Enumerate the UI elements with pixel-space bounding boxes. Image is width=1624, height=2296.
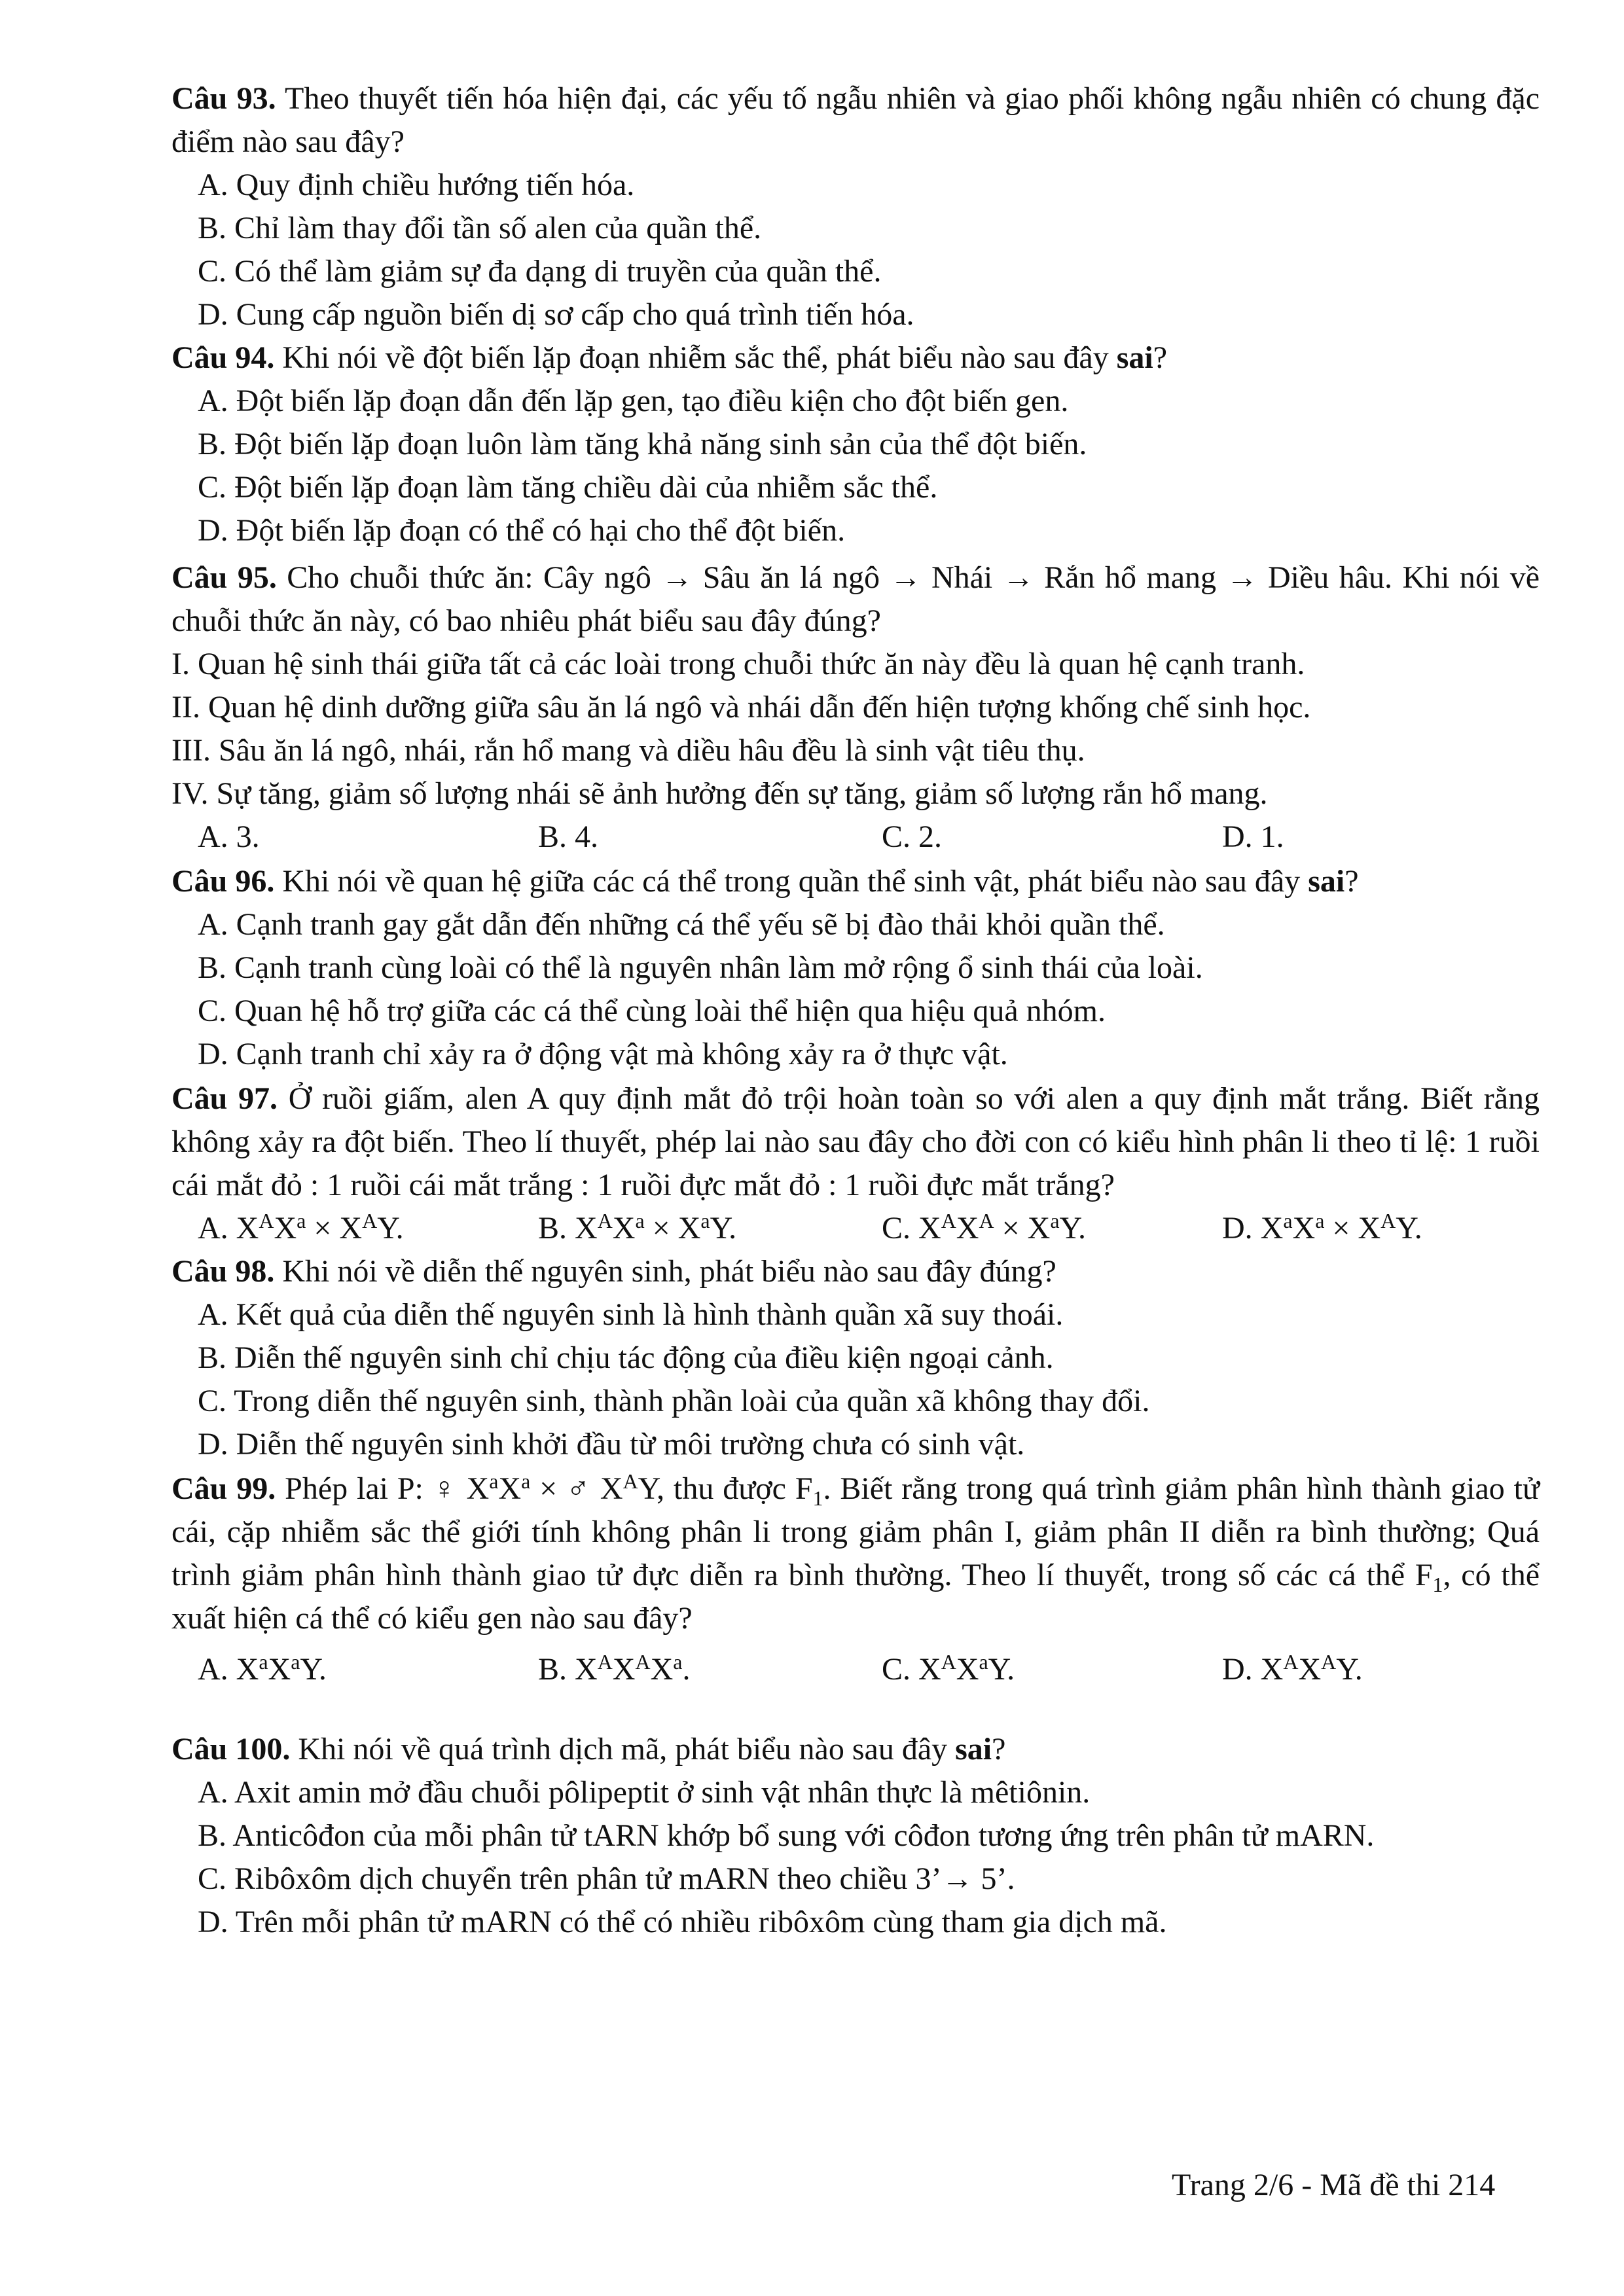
question-99 (171, 1467, 1540, 1691)
option-d: D. Cạnh tranh chỉ xảy ra ở động vật mà không xảy ra ở thực vật. (198, 1037, 1008, 1071)
question-label: Câu 99. (171, 1471, 276, 1506)
option-a: A. Cạnh tranh gay gắt dẫn đến những cá thể yếu sẽ bị đào thải khỏi quần thể. (198, 907, 1165, 942)
option-a: A. Đột biến lặp đoạn dẫn đến lặp gen, tạo điều kiện cho đột biến gen. (198, 384, 1069, 418)
question-stem: Câu 98. Khi nói về diễn thế nguyên sinh, phát biểu nào sau đây đúng? (171, 1254, 1056, 1289)
option-a: A. 3. (198, 819, 260, 854)
question-stem: Câu 100. Khi nói về quá trình dịch mã, phát biểu nào sau đây sai? (171, 1732, 1006, 1767)
option-c: C. Có thể làm giảm sự đa dạng di truyền của quần thể. (198, 254, 882, 289)
question-label: Câu 100. (171, 1732, 291, 1767)
question-94 (171, 336, 1540, 552)
option-c: C. $X^AX^aY$. (882, 1650, 1015, 1687)
option-b: B. Anticôđon của mỗi phân tử tARN khớp bổ sung với côđon tương ứng trên phân tử mARN. (198, 1818, 1375, 1853)
question-stem: Câu 97. Ở ruồi giấm, alen A quy định mắt đỏ trội hoàn toàn so với alen a quy định mắt trắng. Biết rằng không xảy ra đột biến. Theo lí thuyết, phép lai nào sau đây cho đời con có kiểu hình phân li theo tỉ lệ: 1 ruồi cái mắt đỏ : 1 ruồi cái mắt trắng : 1 ruồi đực mắt đỏ : 1 ruồi đực mắt trắng? (171, 1081, 1540, 1202)
option-b: B. Đột biến lặp đoạn luôn làm tăng khả năng sinh sản của thể đột biến. (198, 427, 1087, 461)
option-c: C. Ribôxôm dịch chuyển trên phân tử mARN theo chiều 3’→ 5’. (198, 1861, 1015, 1896)
question-label: Câu 96. (171, 864, 275, 899)
question-stem: Câu 95. Cho chuỗi thức ăn: Cây ngô → Sâu ăn lá ngô → Nhái → Rắn hổ mang → Diều hâu. Khi nói về chuỗi thức ăn này, có bao nhiêu phát biểu sau đây đúng? (171, 560, 1540, 638)
question-label: Câu 93. (171, 81, 276, 116)
option-d: D. $X^AX^AY$. (1222, 1650, 1363, 1687)
question-label: Câu 95. (171, 560, 277, 595)
option-c: C. $X^AX^A \times X^aY$. (882, 1209, 1087, 1246)
question-98 (171, 1250, 1540, 1466)
option-a: A. Quy định chiều hướng tiến hóa. (198, 168, 635, 202)
option-d: D. Trên mỗi phân tử mARN có thể có nhiều ribôxôm cùng tham gia dịch mã. (198, 1905, 1167, 1939)
question-100 (171, 1728, 1540, 1944)
option-c: C. 2. (882, 819, 943, 854)
page-footer: Trang 2/6 - Mã đề thi 214 (1172, 2168, 1496, 2202)
option-b: B. 4. (538, 819, 599, 854)
options-row (171, 816, 1540, 859)
option-b: B. $X^AX^AX^a$. (538, 1650, 691, 1687)
option-a: A. $X^aX^aY$. (198, 1650, 327, 1687)
option-a: A. Kết quả của diễn thế nguyên sinh là hình thành quần xã suy thoái. (198, 1297, 1064, 1332)
option-b: B. Diễn thế nguyên sinh chỉ chịu tác động của điều kiện ngoại cảnh. (198, 1340, 1054, 1375)
question-93 (171, 77, 1540, 336)
question-stem: Câu 96. Khi nói về quan hệ giữa các cá thể trong quần thể sinh vật, phát biểu nào sau đây sai? (171, 864, 1359, 899)
question-label: Câu 94. (171, 340, 275, 375)
question-stem: Câu 93. Theo thuyết tiến hóa hiện đại, các yếu tố ngẫu nhiên và giao phối không ngẫu nhiên có chung đặc điểm nào sau đây? (171, 81, 1540, 159)
statement-2: II. Quan hệ dinh dưỡng giữa sâu ăn lá ngô và nhái dẫn đến hiện tượng khống chế sinh học. (171, 690, 1311, 725)
option-d: D. Diễn thế nguyên sinh khởi đầu từ môi trường chưa có sinh vật. (198, 1427, 1025, 1462)
option-c: C. Quan hệ hỗ trợ giữa các cá thể cùng loài thể hiện qua hiệu quả nhóm. (198, 994, 1106, 1028)
option-b: B. $X^AX^a \times X^aY$. (538, 1209, 737, 1246)
statement-4: IV. Sự tăng, giảm số lượng nhái sẽ ảnh hưởng đến sự tăng, giảm số lượng rắn hổ mang. (171, 776, 1268, 811)
question-95 (171, 556, 1540, 859)
question-stem: Câu 99. Phép lai P: ♀ $X^aX^a$ × ♂ $X^AY$, thu được $F_1$. Biết rằng trong quá trình giảm phân hình thành giao tử cái, cặp nhiễm sắc thể giới tính không phân li trong giảm phân I, giảm phân II diễn ra bình thường; Quá trình giảm phân hình thành giao tử đực diễn ra bình thường. Theo lí thuyết, trong số các cá thể $F_1$, có thể xuất hiện cá thể có kiểu gen nào sau đây? (171, 1469, 1540, 1636)
option-a: A. $X^AX^a \times X^AY$. (198, 1209, 404, 1246)
option-d: D. 1. (1222, 819, 1284, 854)
statement-1: I. Quan hệ sinh thái giữa tất cả các loài trong chuỗi thức ăn này đều là quan hệ cạnh tranh. (171, 647, 1305, 681)
question-97 (171, 1077, 1540, 1250)
option-b: B. Chỉ làm thay đổi tần số alen của quần thể. (198, 211, 762, 245)
option-c: C. Đột biến lặp đoạn làm tăng chiều dài của nhiễm sắc thể. (198, 470, 938, 505)
option-a: A. Axit amin mở đầu chuỗi pôlipeptit ở sinh vật nhân thực là mêtiônin. (198, 1775, 1091, 1810)
question-96 (171, 860, 1540, 1076)
options-row (171, 1207, 1540, 1250)
question-label: Câu 97. (171, 1081, 278, 1116)
option-c: C. Trong diễn thế nguyên sinh, thành phần loài của quần xã không thay đổi. (198, 1384, 1150, 1418)
question-stem: Câu 94. Khi nói về đột biến lặp đoạn nhiễm sắc thể, phát biểu nào sau đây sai? (171, 340, 1168, 375)
option-d: D. Đột biến lặp đoạn có thể có hại cho thể đột biến. (198, 513, 846, 548)
option-d: D. $X^aX^a \times X^AY$. (1222, 1209, 1422, 1246)
options-row (171, 1648, 1540, 1691)
statement-3: III. Sâu ăn lá ngô, nhái, rắn hổ mang và diều hâu đều là sinh vật tiêu thụ. (171, 733, 1085, 768)
option-d: D. Cung cấp nguồn biến dị sơ cấp cho quá trình tiến hóa. (198, 297, 914, 332)
option-b: B. Cạnh tranh cùng loài có thể là nguyên nhân làm mở rộng ổ sinh thái của loài. (198, 950, 1203, 985)
question-label: Câu 98. (171, 1254, 275, 1289)
